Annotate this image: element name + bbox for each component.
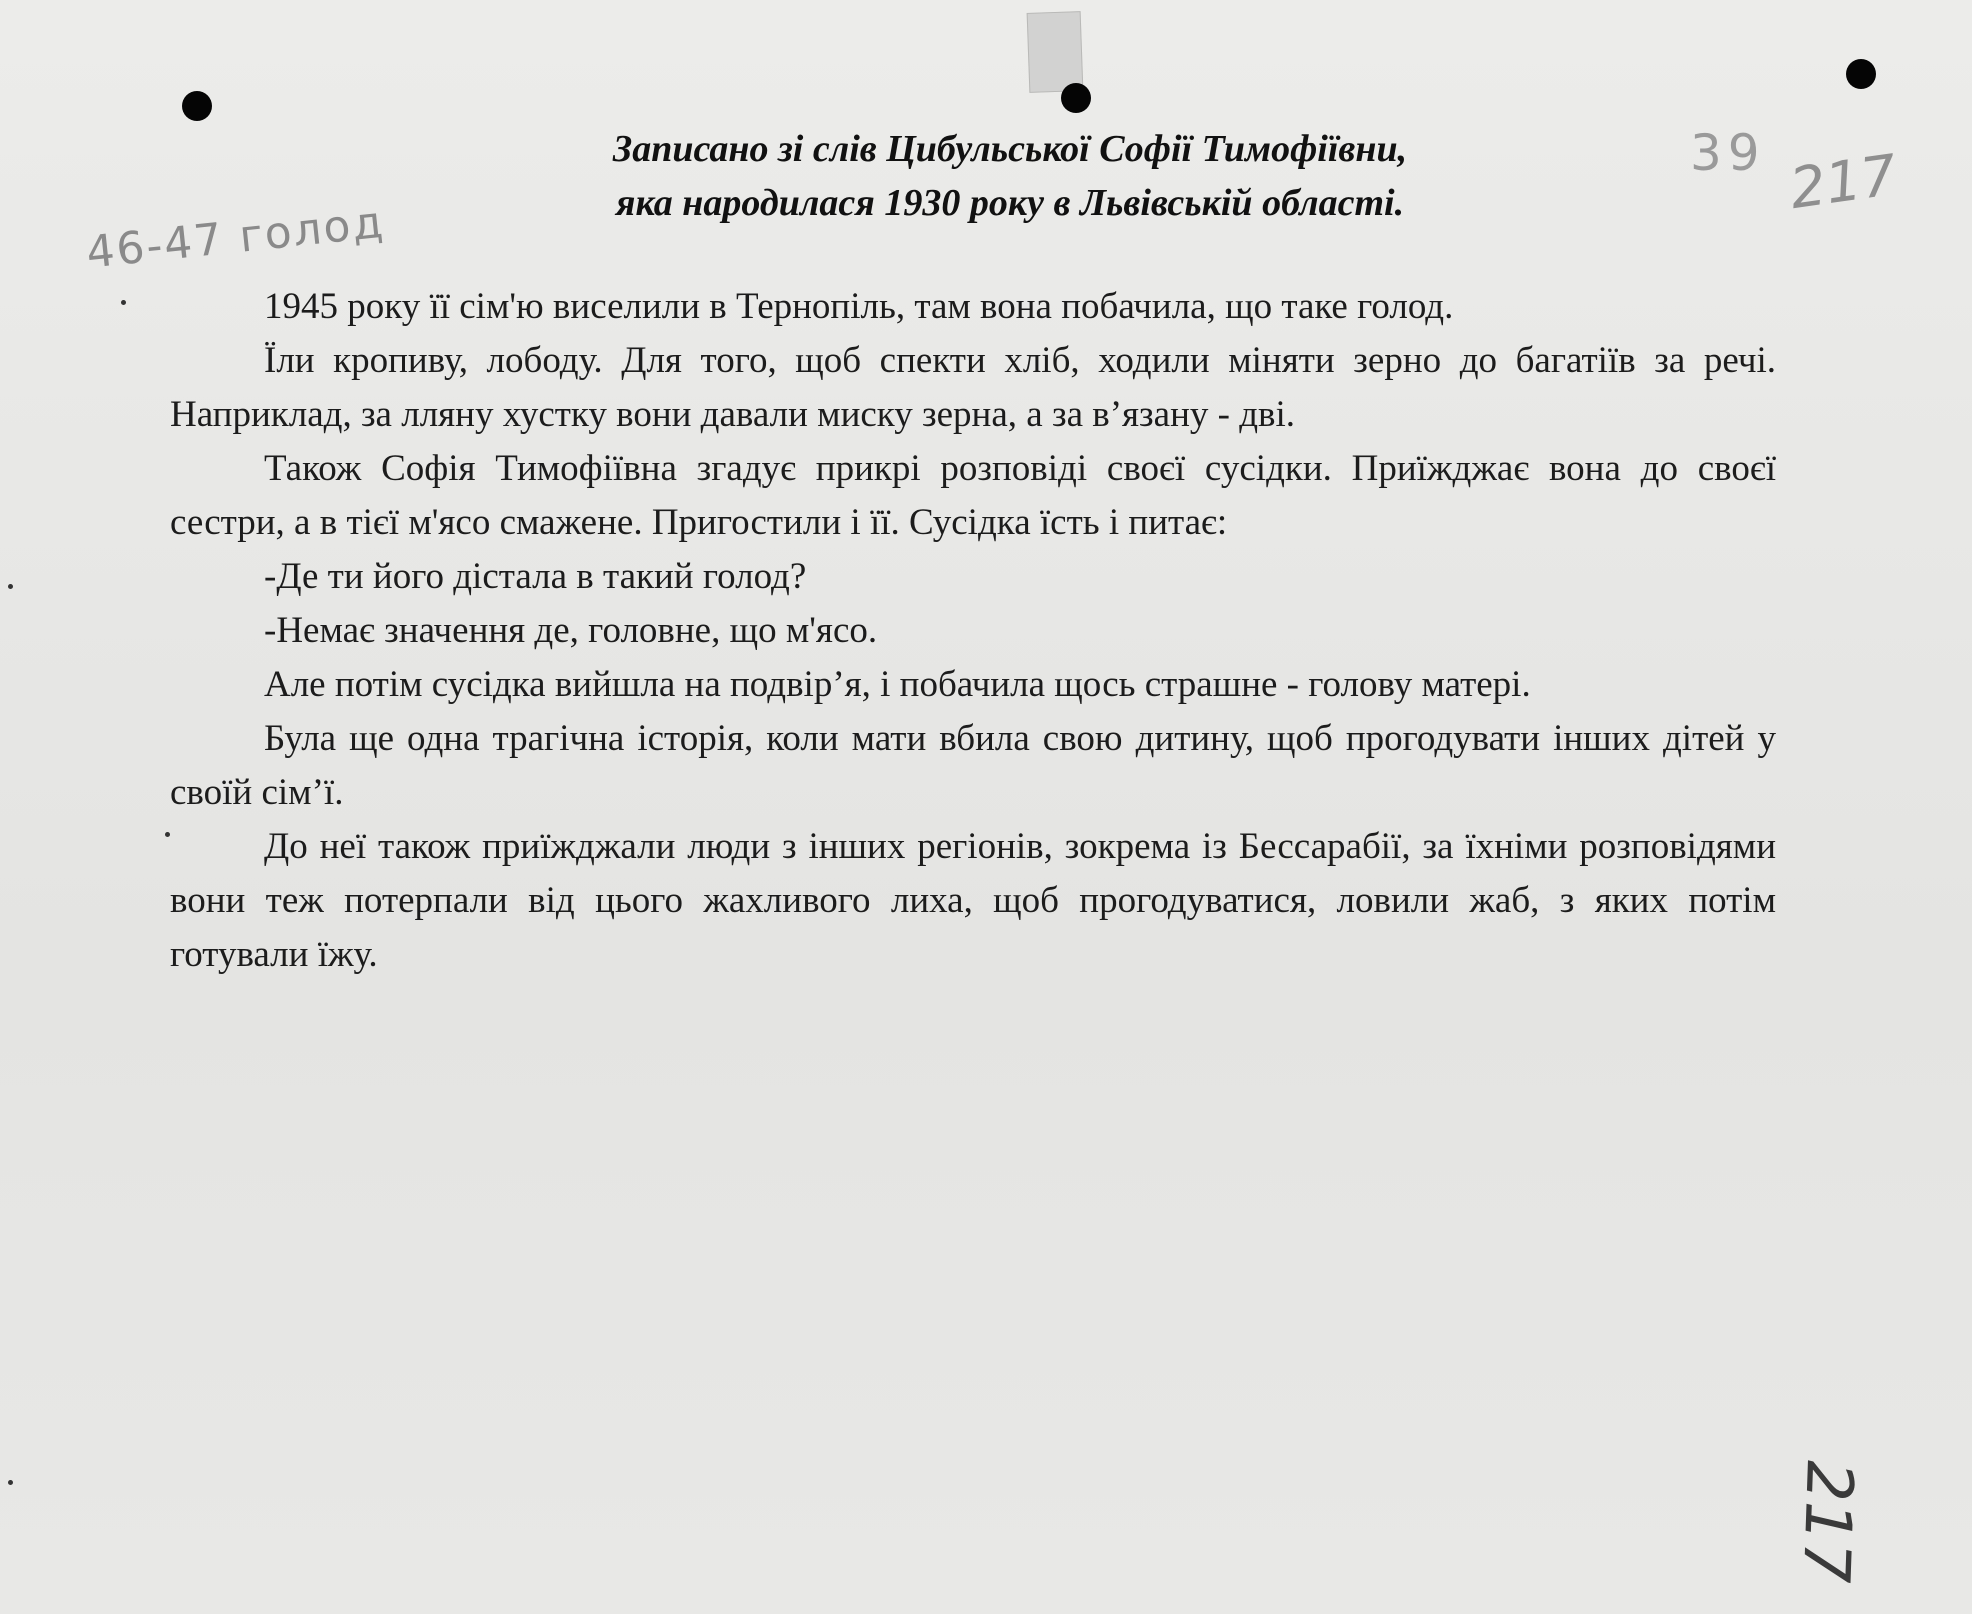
paragraph: Була ще одна трагічна історія, коли мати вбила свою дитину, щоб прогодувати інших дітей у своїй сім’ї. <box>170 718 1776 813</box>
paragraph: До неї також приїжджали люди з інших регіонів, зокрема із Бессарабії, за їхніми розповідями вони теж потерпали від цього жахливого лиха, щоб прогодуватися, ловили жаб, з яких потім готували їжу. <box>170 826 1776 975</box>
paragraph: Але потім сусідка вийшла на подвір’я, і побачила щось страшне - голову матері. <box>264 664 1531 705</box>
paragraph: -Немає значення де, головне, що м'ясо. <box>264 610 878 651</box>
punch-hole-left <box>182 91 212 121</box>
margin-handwritten-note: 46-47 голод <box>84 196 388 279</box>
tape-strip <box>1027 11 1084 93</box>
document-body <box>170 280 1776 982</box>
punch-hole-center <box>1061 83 1091 113</box>
speck <box>8 584 13 589</box>
handwritten-number-top-right: 217 <box>1785 142 1901 223</box>
paragraph: -Де ти його дістала в такий голод? <box>264 556 807 597</box>
document-title <box>440 122 1580 230</box>
paragraph: Також Софія Тимофіївна згадує прикрі розповіді своєї сусідки. Приїжджає вона до своєї сестри, а в тієї м'ясо смажене. Пригостили і її. Сусідка їсть і питає: <box>170 448 1776 543</box>
title-line-1: Записано зі слів Цибульської Софії Тимофіївни, <box>612 128 1408 170</box>
handwritten-number-bottom-right: 217 <box>1787 1459 1866 1585</box>
punch-hole-right <box>1846 59 1876 89</box>
speck <box>8 1480 13 1485</box>
title-line-2: яка народилася 1930 року в Львівській області. <box>615 182 1405 224</box>
speck <box>121 300 126 305</box>
paragraph: 1945 року її сім'ю виселили в Тернопіль, там вона побачила, що таке голод. <box>264 286 1454 327</box>
handwritten-number-top: 39 <box>1690 124 1766 182</box>
paragraph: Їли кропиву, лободу. Для того, щоб спекти хліб, ходили міняти зерно до багатіїв за речі. Наприклад, за лляну хустку вони давали миску зерна, а за в’язану - дві. <box>170 340 1776 435</box>
